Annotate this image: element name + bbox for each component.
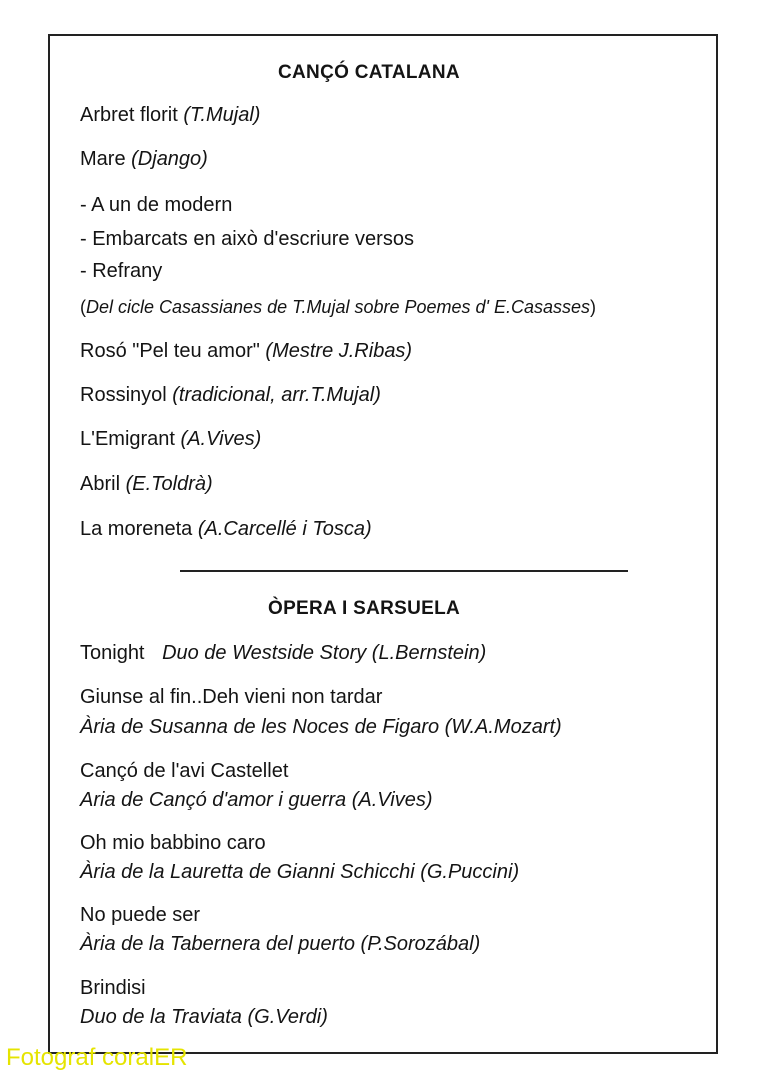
section-divider (180, 570, 628, 572)
watermark-text: Fotograf coralER (6, 1044, 188, 1071)
song-title: Oh mio babbino caro (80, 832, 266, 854)
program-item (80, 148, 208, 171)
note-text: Del cicle Casassianes de T.Mujal sobre Poemes d' E.Casasses (86, 297, 590, 317)
composer: (tradicional, arr.T.Mujal) (172, 384, 381, 406)
song-detail: Ària de la Lauretta de Gianni Schicchi (G.Puccini) (80, 861, 520, 883)
song-detail: Ària de la Tabernera del puerto (P.Sorozábal) (80, 933, 481, 955)
song-title: Abril (80, 473, 121, 495)
program-item (80, 473, 213, 496)
program-item (80, 518, 372, 541)
song-title: Rosó "Pel teu amor" (80, 340, 260, 362)
cycle-song: - Refrany (80, 260, 163, 282)
program-item (80, 642, 486, 665)
song-title: Tonight (80, 642, 145, 664)
song-title: Brindisi (80, 977, 146, 999)
composer: (T.Mujal) (183, 104, 261, 126)
song-detail: Ària de Susanna de les Noces de Figaro (W.A.Mozart) (80, 716, 562, 738)
program-item (80, 428, 261, 451)
composer: (E.Toldrà) (125, 473, 213, 495)
composer: (A.Carcellé i Tosca) (197, 518, 372, 540)
song-title: Arbret florit (80, 104, 178, 126)
song-title: Cançó de l'avi Castellet (80, 760, 289, 782)
cycle-song: - Embarcats en això d'escriure versos (80, 228, 414, 250)
song-title: La moreneta (80, 518, 193, 540)
song-title: Mare (80, 148, 126, 170)
composer: (Django) (131, 148, 208, 170)
composer: (Mestre J.Ribas) (265, 340, 413, 362)
note-close-paren: ) (590, 297, 596, 317)
section-title-opera-sarsuela: ÒPERA I SARSUELA (268, 598, 461, 619)
song-detail: Duo de Westside Story (L.Bernstein) (162, 642, 487, 664)
song-detail: Aria de Cançó d'amor i guerra (A.Vives) (80, 789, 433, 811)
section-title-canco-catalana: CANÇÓ CATALANA (278, 62, 460, 83)
song-title: Giunse al fin..Deh vieni non tardar (80, 686, 383, 708)
program-item (80, 340, 412, 363)
program-frame (48, 34, 718, 1054)
song-title: No puede ser (80, 904, 201, 926)
song-title: L'Emigrant (80, 428, 175, 450)
cycle-note (80, 297, 596, 318)
cycle-song: - A un de modern (80, 194, 233, 216)
song-detail: Duo de la Traviata (G.Verdi) (80, 1006, 328, 1028)
note-open-paren: ( (80, 297, 86, 317)
program-item (80, 384, 381, 407)
song-title: Rossinyol (80, 384, 167, 406)
program-item (80, 104, 260, 127)
composer: (A.Vives) (180, 428, 262, 450)
